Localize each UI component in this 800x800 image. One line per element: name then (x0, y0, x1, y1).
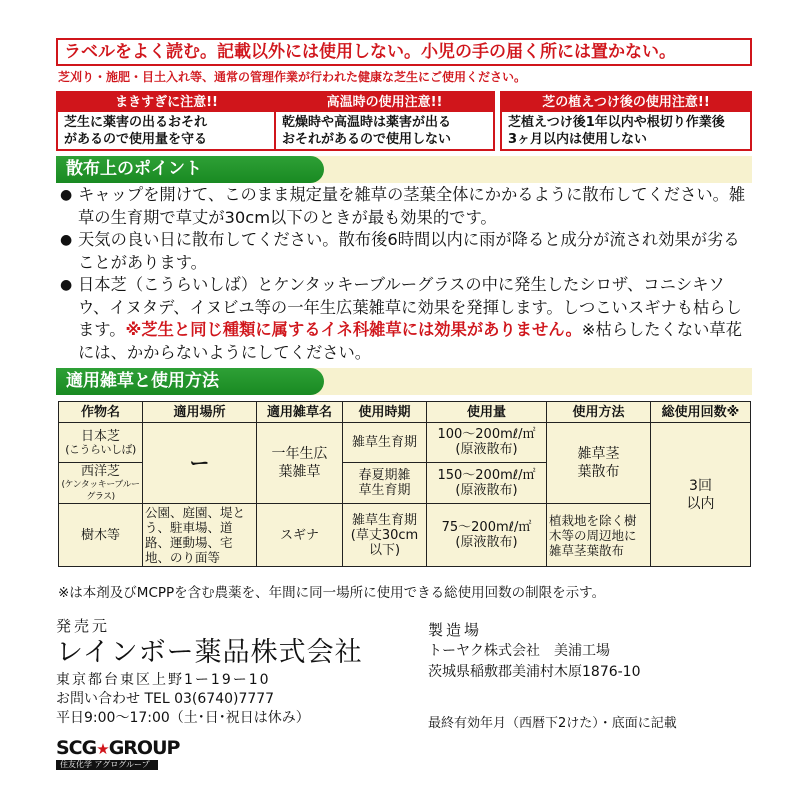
time-cell: 雑草生育期 (343, 423, 427, 463)
maker-label: 製造場 (428, 621, 483, 639)
column-header: 適用場所 (143, 402, 257, 423)
caution-title: まきすぎに注意!! (58, 93, 275, 112)
column-header: 使用方法 (547, 402, 651, 423)
points-list (60, 184, 750, 364)
crop-name-sub: (こうらいしば) (65, 443, 136, 456)
column-header: 総使用回数※ (651, 402, 751, 423)
crop-name: 日本芝 (80, 429, 120, 444)
amount-note: (原液散布) (455, 482, 518, 498)
crop-cell: 樹木等 (59, 504, 143, 567)
column-header: 使用時期 (343, 402, 427, 423)
points-heading: 散布上のポイント (56, 156, 324, 183)
column-header: 使用量 (427, 402, 547, 423)
usage-heading: 適用雑草と使用方法 (56, 368, 324, 395)
point-text-emphasis: ※芝生と同じ種類に属するイネ科雑草には効果がありません。 (125, 320, 582, 339)
column-header: 適用雑草名 (257, 402, 343, 423)
table-header-row (59, 402, 751, 423)
crop-name: 西洋芝 (80, 463, 120, 479)
main-warning: ラベルをよく読む。記載以外には使用しない。小児の手の届く所には置かない。 (56, 38, 752, 66)
amount-cell (427, 462, 547, 503)
seller-phone: お問い合わせ TEL 03(6740)7777 (56, 691, 275, 707)
seller-name: レインボー薬品株式会社 (56, 637, 363, 668)
table-row (59, 423, 751, 463)
sub-warning: 芝刈り・施肥・目土入れ等、通常の管理作業が行われた健康な芝生にご使用ください。 (58, 70, 527, 84)
amount-cell (427, 504, 547, 567)
list-item (60, 184, 750, 229)
bullet-icon: ● (60, 187, 73, 203)
time-cell: 春夏期雑草生育期 (343, 462, 427, 503)
weed-cell: スギナ (257, 504, 343, 567)
caution-line: 芝植えつけ後1年以内や根切り作業後 (508, 115, 725, 130)
crop-cell (59, 423, 143, 504)
bullet-icon: ● (60, 232, 73, 248)
logo-text: SCG (56, 737, 97, 759)
place-cell: ー (143, 423, 257, 504)
expiry-note: 最終有効年月（西暦下2けた）・底面に記載 (428, 716, 677, 731)
time-cell: 雑草生育期(草丈30cm以下) (343, 504, 427, 567)
seller-address: 東京都台東区上野1ー19ー10 (56, 672, 271, 688)
seller-block (56, 616, 363, 728)
amount-cell (427, 423, 547, 463)
count-cell: 3回以内 (651, 423, 751, 567)
logo-text: GROUP (108, 737, 180, 759)
list-item (60, 229, 750, 274)
caution-line: 乾燥時や高温時は薬害が出る (282, 115, 452, 130)
method-cell: 植栽地を除く樹木等の周辺地に雑草茎葉散布 (547, 504, 651, 567)
place-cell: 公園、庭園、堤とう、駐車場、道路、運動場、宅地、のり面等 (143, 504, 257, 567)
method-cell: 雑草茎葉散布 (547, 423, 651, 504)
logo-subtitle: 住友化学 アグログループ (56, 760, 158, 770)
maker-name: トーヤク株式会社 美浦工場 (428, 643, 610, 659)
bullet-icon: ● (60, 277, 73, 293)
table-row (59, 504, 751, 567)
caution-line: 芝生に薬害の出るおそれ (64, 115, 208, 130)
point-text-tail: ※枯らしたくない草花には、かからないようにしてください。 (78, 320, 742, 362)
caution-line: 3ヶ月以内は使用しない (508, 132, 648, 147)
maker-address: 茨城県稲敷郡美浦村木原1876-10 (428, 664, 641, 680)
amount-value: 75〜200mℓ/㎡ (441, 520, 532, 535)
caution-box-overdose (56, 91, 277, 151)
amount-note: (原液散布) (455, 442, 518, 458)
seller-label: 発売元 (56, 617, 111, 635)
scg-group-logo (56, 737, 186, 771)
point-text: 天気の良い日に散布してください。散布後6時間以内に雨が降ると成分が流され効果が劣ることがあります。 (78, 230, 740, 272)
caution-line: があるので使用量を守る (64, 132, 208, 147)
usage-footnote: ※は本剤及びMCPPを含む農薬を、年間に同一場所に使用できる総使用回数の制限を示す。 (58, 585, 606, 601)
weed-cell: 一年生広葉雑草 (257, 423, 343, 504)
star-icon: ★ (96, 740, 109, 758)
caution-title: 芝の植えつけ後の使用注意!! (502, 93, 750, 112)
usage-table (58, 401, 751, 567)
list-item (60, 274, 750, 364)
point-text: キャップを開けて、このまま規定量を雑草の茎葉全体にかかるように散布してください。雑草の生育期で草丈が30cm以下のときが最も効果的です。 (78, 185, 746, 227)
caution-title: 高温時の使用注意!! (276, 93, 493, 112)
caution-box-heat (274, 91, 495, 151)
amount-value: 100〜200mℓ/㎡ (437, 427, 536, 443)
caution-box-planting (500, 91, 752, 151)
amount-note: (原液散布) (455, 535, 518, 550)
point-text-main: 日本芝（こうらいしば）とケンタッキーブルーグラスの中に発生したシロザ、コニシキソウ、イヌタデ、イヌビユ等の一年生広葉雑草に効果を発揮します。しつこいスギナも枯らします。 (78, 275, 742, 339)
maker-block (428, 620, 641, 683)
point-text (78, 274, 750, 364)
amount-value: 150〜200mℓ/㎡ (437, 467, 536, 483)
seller-hours: 平日9:00〜17:00（土･日･祝日は休み） (56, 710, 310, 726)
column-header: 作物名 (59, 402, 143, 423)
caution-line: おそれがあるので使用しない (282, 132, 452, 147)
crop-name-sub: (ケンタッキーブルーグラス) (61, 479, 140, 502)
